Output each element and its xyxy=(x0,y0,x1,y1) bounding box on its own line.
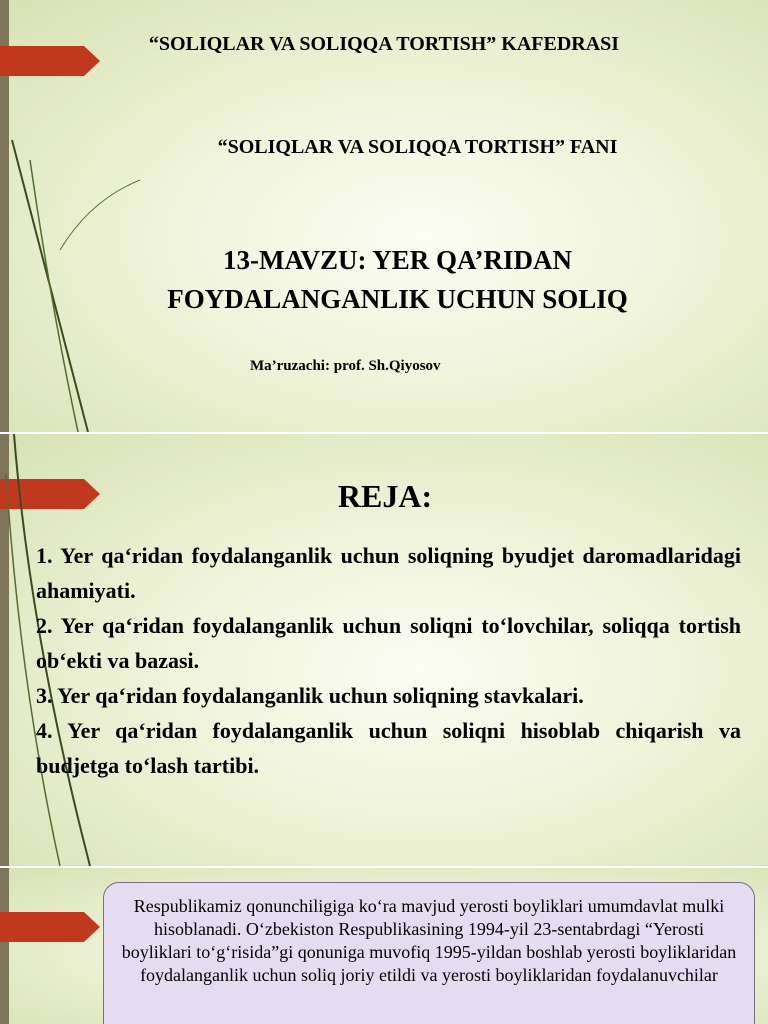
title-slide xyxy=(0,0,768,432)
department-title: “SOLIQLAR VA SOLIQQA TORTISH” KAFEDRASI xyxy=(148,33,620,55)
plan-item-2: 2. Yer qa‘ridan foydalanganlik uchun soliqni to‘lovchilar, soliqqa tortish ob‘ekti va bazasi. xyxy=(36,613,741,673)
arrow-icon xyxy=(0,912,100,942)
plan-slide xyxy=(0,434,768,866)
topic-title-line1: 13-MAVZU: YER QA’RIDAN xyxy=(223,245,572,275)
plan-heading: REJA: xyxy=(337,478,433,514)
plan-list xyxy=(36,538,741,783)
plan-item-4: 4. Yer qa‘ridan foydalanganlik uchun soliqni hisoblab chiqarish va budjetga to‘lash tartibi. xyxy=(36,718,741,778)
left-bar xyxy=(0,868,9,1024)
subject-title: “SOLIQLAR VA SOLIQQA TORTISH” FANI xyxy=(217,136,618,158)
plan-item-3: 3. Yer qa‘ridan foydalanganlik uchun soliqning stavkalari. xyxy=(36,683,584,708)
lecturer-name: Ma’ruzachi: prof. Sh.Qiyosov xyxy=(250,358,441,374)
topic-title-line2: FOYDALANGANLIK UCHUN SOLIQ xyxy=(167,284,628,314)
plan-item-1: 1. Yer qa‘ridan foydalanganlik uchun soliqning byudjet daromadlaridagi ahamiyati. xyxy=(36,543,741,603)
content-slide xyxy=(0,868,768,1024)
info-box: Respublikamiz qonunchiligiga ko‘ra mavjud yerosti boyliklari umumdavlat mulki hisoblanadi. O‘zbekiston Respublikasining 1994-yil 23-sentabrdagi “Yerosti boyliklari to‘g‘risida”gi qonuniga muvofiq 1995-yildan boshlab yerosti boyliklaridan foydalanganlik uchun soliq joriy etildi va yerosti boyliklaridan foydalanuvchilar xyxy=(103,882,755,1024)
leaf-decoration-icon xyxy=(0,0,140,432)
